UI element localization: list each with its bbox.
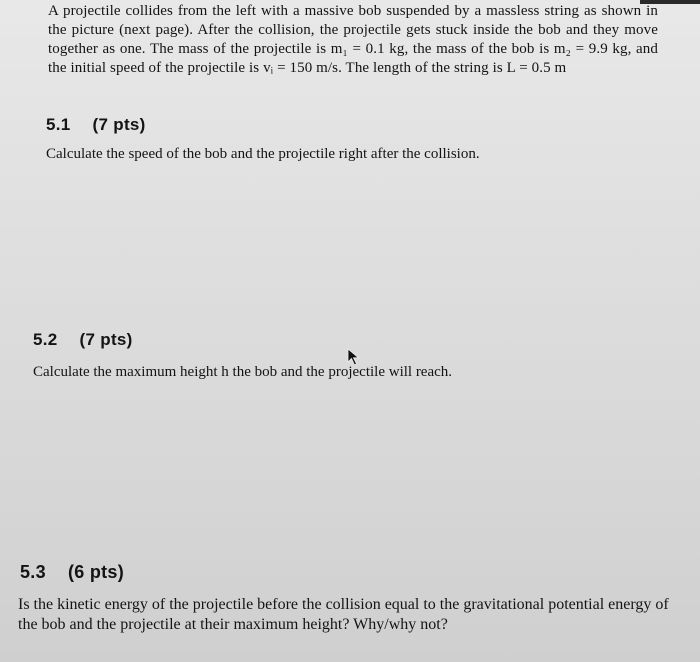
question-number: 5.1 xyxy=(46,115,71,134)
question-5-2-heading xyxy=(33,330,133,350)
question-5-1-heading xyxy=(46,115,146,135)
question-5-2-text: Calculate the maximum height h the bob and the projectile will reach. xyxy=(33,364,453,380)
question-number: 5.3 xyxy=(20,562,46,582)
question-5-3-text: Is the kinetic energy of the projectile before the collision equal to the gravitational potential energy of the bob and the projectile at their maximum height? Why/why not? xyxy=(18,596,669,633)
mouse-pointer-icon xyxy=(347,348,361,366)
question-number: 5.2 xyxy=(33,330,58,349)
problem-statement xyxy=(48,2,658,78)
question-points: (6 pts) xyxy=(67,562,125,582)
problem-text: A projectile collides from the left with a massive bob suspended by a massless string as shown in the picture (next page). After the collision, the projectile gets stuck inside the bob and they move together as one. The mass of the projectile is m₁ = 0.1 kg, the mass of the bob is m₂ = 9.9 kg, and the initial speed of the projectile is vᵢ = 150 m/s. The length of the string is L = 0.5 m xyxy=(48,3,658,76)
question-5-1-text: Calculate the speed of the bob and the projectile right after the collision. xyxy=(46,146,480,162)
question-points: (7 pts) xyxy=(92,115,146,134)
question-5-3-heading xyxy=(20,562,124,583)
question-points: (7 pts) xyxy=(79,330,133,349)
